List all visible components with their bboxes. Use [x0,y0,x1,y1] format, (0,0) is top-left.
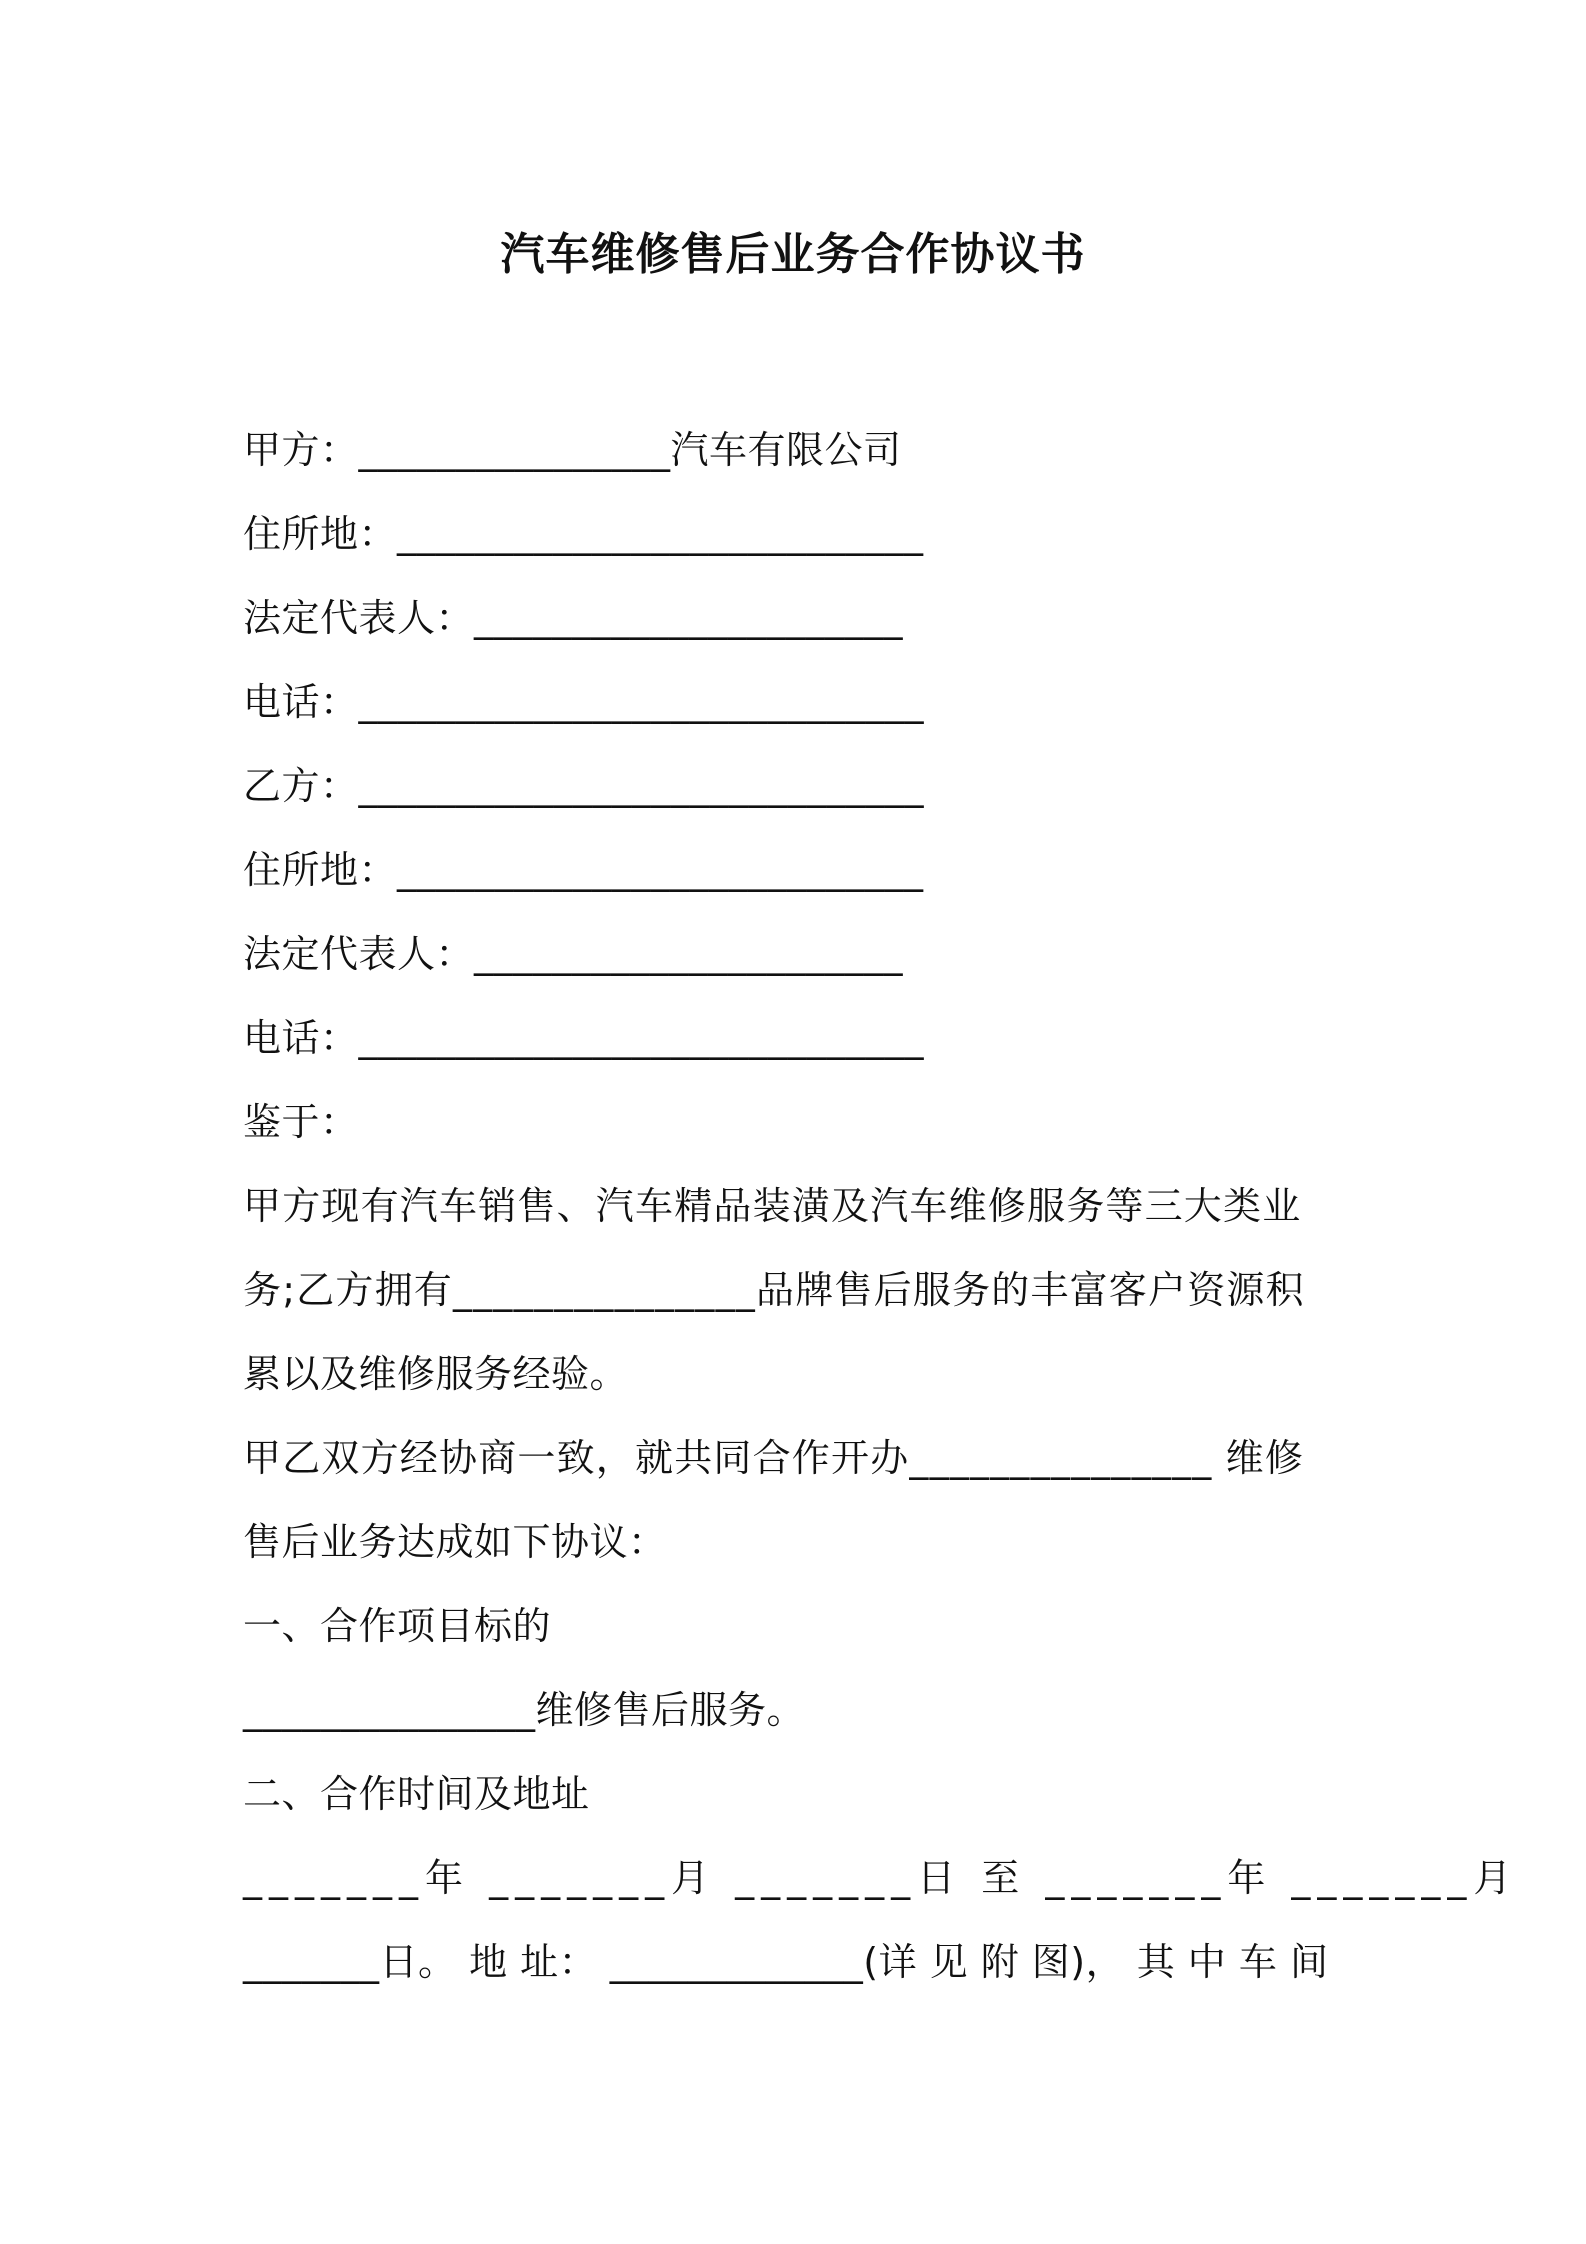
party-a-address-line: 住所地：___________________________ [243,512,924,556]
party-b-representative-line: 法定代表人：______________________ [243,932,904,976]
section-heading: 一、合作项目标的 [243,1604,552,1648]
party-b-phone-line: 电话：_____________________________ [243,1016,925,1060]
party-a-phone-line: 电话：_____________________________ [243,680,925,724]
paragraph-line: 务;乙方拥有_______________品牌售后服务的丰富客户资源积 [243,1268,1305,1312]
paragraph-line: _______________维修售后服务。 [243,1688,806,1732]
paragraph-line: 甲乙双方经协商一致，就共同合作开办_______________ 维修 [243,1436,1305,1480]
whereas-heading: 鉴于： [243,1100,359,1144]
paragraph-line: 甲方现有汽车销售、汽车精品装潢及汽车维修服务等三大类业 [243,1184,1302,1228]
party-b-name-line: 乙方：_____________________________ [243,764,925,808]
address-line: _______日。 地 址： _____________(详 见 附 图)， 其 中 车 间 [243,1940,1329,1984]
party-a-representative-line: 法定代表人：______________________ [243,596,904,640]
party-a-name-line: 甲方：________________汽车有限公司 [243,428,902,472]
paragraph-line: 累以及维修服务经验。 [243,1352,629,1396]
date-range-line: _______年 _______月 _______日 至 _______年 _______月 [243,1856,1519,1900]
party-b-address-line: 住所地：___________________________ [243,848,924,892]
document-title: 汽车维修售后业务合作协议书 [500,229,1086,280]
document-body [243,408,1519,2004]
paragraph-line: 售后业务达成如下协议： [243,1520,667,1564]
section-heading: 二、合作时间及地址 [243,1772,590,1816]
